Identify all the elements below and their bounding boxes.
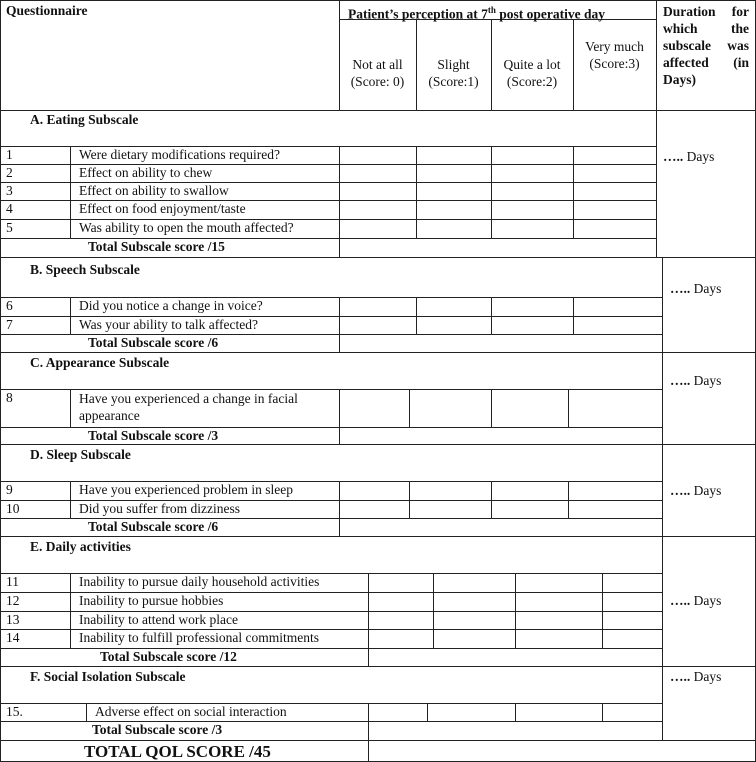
- subscale-total: Total Subscale score /15: [88, 239, 225, 254]
- answer-cell-score-2[interactable]: [492, 165, 573, 182]
- item-question: Inability to pursue daily household activities: [79, 574, 320, 589]
- duration-days-dots: …..: [670, 281, 691, 296]
- answer-cell-score-3[interactable]: [569, 390, 662, 427]
- header-questionnaire: Questionnaire: [6, 3, 88, 18]
- item-number: 9: [6, 482, 13, 497]
- section-title: F. Social Isolation Subscale: [30, 669, 186, 684]
- answer-cell-score-0[interactable]: [340, 165, 416, 182]
- item-question: Have you experienced problem in sleep: [79, 482, 294, 497]
- header-perception-sup: th: [487, 5, 496, 15]
- subscale-total: Total Subscale score /12: [100, 649, 237, 664]
- duration-days-field[interactable]: [670, 373, 721, 389]
- answer-cell-score-1[interactable]: [417, 298, 491, 316]
- duration-days-dots: …..: [663, 149, 684, 164]
- grand-total: TOTAL QOL SCORE /45: [84, 742, 271, 761]
- item-question: Was ability to open the mouth affected?: [79, 220, 294, 235]
- item-number: 4: [6, 201, 13, 216]
- answer-cell-score-3[interactable]: [574, 147, 656, 164]
- item-number: 6: [6, 298, 13, 313]
- answer-cell-score-0[interactable]: [340, 482, 409, 500]
- section-title: D. Sleep Subscale: [30, 447, 131, 462]
- subscale-total: Total Subscale score /6: [88, 519, 219, 534]
- subscale-total: Total Subscale score /3: [88, 428, 219, 443]
- item-number: 3: [6, 183, 13, 198]
- answer-cell-score-2[interactable]: [516, 704, 602, 721]
- answer-cell-score-1[interactable]: [410, 390, 491, 427]
- answer-cell-score-3[interactable]: [569, 501, 662, 518]
- item-question: Inability to pursue hobbies: [79, 593, 224, 608]
- answer-cell-score-0[interactable]: [340, 201, 416, 219]
- answer-cell-score-2[interactable]: [492, 390, 568, 427]
- section-title: C. Appearance Subscale: [30, 355, 170, 370]
- duration-days-label: Days: [690, 669, 722, 684]
- item-number: 5: [6, 220, 13, 235]
- answer-cell-score-3[interactable]: [569, 482, 662, 500]
- section-title: E. Daily activities: [30, 539, 131, 554]
- answer-cell-score-1[interactable]: [417, 165, 491, 182]
- answer-cell-score-2[interactable]: [492, 220, 573, 238]
- subscale-total: Total Subscale score /3: [92, 722, 223, 737]
- answer-cell-score-3[interactable]: [603, 593, 662, 611]
- answer-cell-score-0[interactable]: [340, 147, 416, 164]
- item-number: 10: [6, 501, 20, 516]
- section-title: B. Speech Subscale: [30, 262, 140, 277]
- answer-cell-score-1[interactable]: [428, 704, 515, 721]
- header-perception-tail: post operative day: [495, 6, 605, 22]
- item-question: Effect on food enjoyment/taste: [79, 201, 246, 216]
- answer-cell-score-1[interactable]: [434, 630, 515, 648]
- duration-days-dots: …..: [670, 373, 691, 388]
- item-question: Inability to fulfill professional commitments: [79, 630, 319, 645]
- item-number: 11: [6, 574, 19, 589]
- answer-cell-score-2[interactable]: [516, 574, 602, 592]
- answer-cell-score-2[interactable]: [516, 612, 602, 629]
- answer-cell-score-1[interactable]: [434, 574, 515, 592]
- header-perception: [348, 2, 605, 23]
- header-perception-main: Patient’s perception at 7: [348, 6, 488, 22]
- answer-cell-score-2[interactable]: [492, 317, 573, 334]
- item-question: Have you experienced a change in facial appearance: [79, 391, 298, 423]
- score-header-2: Quite a lot (Score:2): [503, 57, 561, 89]
- answer-cell-score-0[interactable]: [369, 593, 433, 611]
- answer-cell-score-0[interactable]: [340, 220, 416, 238]
- answer-cell-score-3[interactable]: [574, 201, 656, 219]
- subscale-total: Total Subscale score /6: [88, 335, 219, 350]
- item-number: 15.: [6, 704, 23, 719]
- answer-cell-score-1[interactable]: [417, 317, 491, 334]
- answer-cell-score-0[interactable]: [340, 298, 416, 316]
- duration-days-label: Days: [690, 373, 722, 388]
- answer-cell-score-1[interactable]: [434, 593, 515, 611]
- score-header-1: Slight (Score:1): [428, 57, 479, 89]
- score-header-0: Not at all (Score: 0): [350, 57, 405, 89]
- item-question: Did you suffer from dizziness: [79, 501, 240, 516]
- duration-days-dots: …..: [670, 669, 691, 684]
- answer-cell-score-2[interactable]: [492, 183, 573, 200]
- answer-cell-score-3[interactable]: [603, 612, 662, 629]
- answer-cell-score-2[interactable]: [492, 501, 568, 518]
- item-question: Were dietary modifications required?: [79, 147, 280, 162]
- answer-cell-score-1[interactable]: [434, 612, 515, 629]
- answer-cell-score-3[interactable]: [603, 704, 662, 721]
- answer-cell-score-1[interactable]: [417, 220, 491, 238]
- answer-cell-score-0[interactable]: [369, 704, 427, 721]
- item-question: Effect on ability to chew: [79, 165, 213, 180]
- answer-cell-score-3[interactable]: [603, 630, 662, 648]
- answer-cell-score-0[interactable]: [340, 317, 416, 334]
- item-question: Adverse effect on social interaction: [95, 704, 287, 719]
- answer-cell-score-0[interactable]: [369, 630, 433, 648]
- answer-cell-score-2[interactable]: [492, 298, 573, 316]
- answer-cell-score-0[interactable]: [340, 390, 409, 427]
- answer-cell-score-1[interactable]: [417, 147, 491, 164]
- score-header-3: Very much (Score:3): [585, 39, 644, 71]
- answer-cell-score-3[interactable]: [574, 165, 656, 182]
- duration-days-field[interactable]: [670, 593, 721, 609]
- item-number: 1: [6, 147, 13, 162]
- answer-cell-score-0[interactable]: [369, 612, 433, 629]
- duration-days-label: Days: [690, 483, 722, 498]
- duration-days-label: Days: [690, 281, 722, 296]
- answer-cell-score-1[interactable]: [410, 482, 491, 500]
- item-number: 8: [6, 390, 13, 405]
- answer-cell-score-0[interactable]: [340, 183, 416, 200]
- answer-cell-score-3[interactable]: [574, 298, 662, 316]
- answer-cell-score-2[interactable]: [516, 630, 602, 648]
- answer-cell-score-1[interactable]: [417, 183, 491, 200]
- item-question: Inability to attend work place: [79, 612, 238, 627]
- duration-days-label: Days: [690, 593, 722, 608]
- item-number: 13: [6, 612, 20, 627]
- item-question: Was your ability to talk affected?: [79, 317, 258, 332]
- duration-days-dots: …..: [670, 483, 691, 498]
- duration-days-field[interactable]: [670, 281, 721, 297]
- answer-cell-score-0[interactable]: [340, 501, 409, 518]
- answer-cell-score-1[interactable]: [417, 201, 491, 219]
- section-title: A. Eating Subscale: [30, 112, 139, 127]
- answer-cell-score-2[interactable]: [516, 593, 602, 611]
- answer-cell-score-3[interactable]: [574, 183, 656, 200]
- answer-cell-score-3[interactable]: [603, 574, 662, 592]
- header-duration: Duration for which the subscale was affected (in Days): [663, 4, 749, 87]
- duration-days-field[interactable]: [670, 669, 721, 685]
- item-number: 12: [6, 593, 20, 608]
- item-number: 7: [6, 317, 13, 332]
- answer-cell-score-2[interactable]: [492, 482, 568, 500]
- answer-cell-score-2[interactable]: [492, 201, 573, 219]
- answer-cell-score-2[interactable]: [492, 147, 573, 164]
- duration-days-field[interactable]: [670, 483, 721, 499]
- answer-cell-score-3[interactable]: [574, 317, 662, 334]
- duration-days-label: Days: [683, 149, 715, 164]
- item-question: Effect on ability to swallow: [79, 183, 229, 198]
- answer-cell-score-1[interactable]: [410, 501, 491, 518]
- answer-cell-score-0[interactable]: [369, 574, 433, 592]
- duration-days-field[interactable]: [663, 149, 714, 165]
- item-number: 2: [6, 165, 13, 180]
- duration-days-dots: …..: [670, 593, 691, 608]
- item-number: 14: [6, 630, 20, 645]
- item-question: Did you notice a change in voice?: [79, 298, 263, 313]
- answer-cell-score-3[interactable]: [574, 220, 656, 238]
